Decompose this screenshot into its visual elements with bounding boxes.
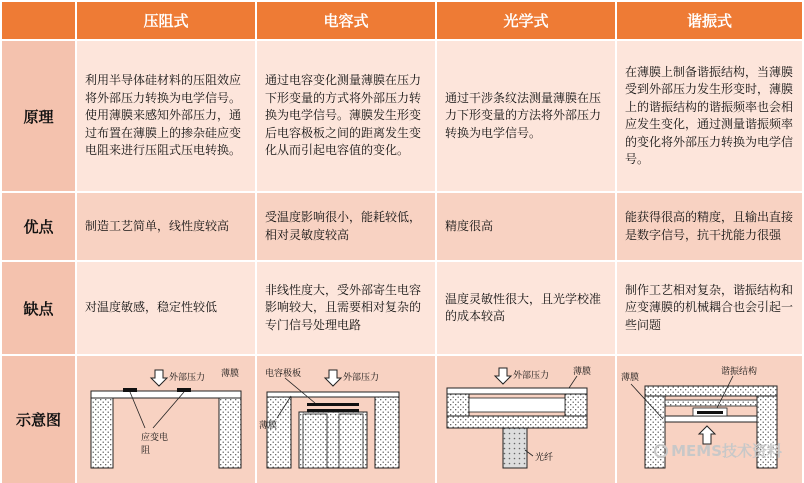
principle-piezo	[77, 41, 255, 191]
advantage-capacitive	[257, 193, 435, 260]
resonant-membrane-label: 薄膜	[621, 373, 640, 383]
optical-diagram-svg	[437, 356, 615, 483]
down-arrow-icon	[325, 370, 341, 386]
watermark-text: MEMS技术资料	[671, 442, 782, 460]
principle-capacitive	[257, 41, 435, 191]
optical-membrane-label: 薄膜	[573, 367, 592, 377]
row-label-advantages: 优点	[2, 193, 75, 260]
capacitive-membrane-label: 薄膜	[259, 421, 278, 431]
disadvantage-optical	[437, 262, 615, 354]
piezo-resistor-label-1: 应变电	[141, 433, 169, 443]
optical-fiber-label: 光纤	[535, 453, 554, 463]
row-label-disadvantages: 缺点	[2, 262, 75, 354]
disadvantage-capacitive-text: 非线性度大，受外部寄生电容影响较大，且需要相对复杂的专门信号处理电路	[265, 282, 422, 332]
principle-resonant-text: 在薄膜上制备谐振结构，当薄膜受到外部压力发生形变时，薄膜上的谐振结构的谐振频率也会相应发生变化，通过测量谐振频率的变化将外部压力转换为电学信号。	[625, 64, 794, 166]
header-optical: 光学式	[437, 2, 615, 39]
watermark	[654, 440, 782, 461]
piezo-membrane-label: 薄膜	[221, 369, 240, 379]
principle-capacitive-text: 通过电容变化测量薄膜在压力下形变量的方式将外部压力转换为电学信号。薄膜发生形变后电容极板之间的距离发生变化从而引起电容值的变化。	[265, 73, 422, 158]
advantage-optical	[437, 193, 615, 260]
capacitive-plate-label: 电容极板	[265, 369, 302, 379]
resonant-structure-label: 谐振结构	[721, 367, 758, 377]
piezo-resistor-label-2: 阻	[141, 446, 151, 456]
disadvantage-resonant	[617, 262, 802, 354]
header-corner	[2, 2, 75, 39]
advantage-piezo-text: 制造工艺简单，线性度较高	[85, 218, 230, 233]
diagram-piezo	[77, 356, 255, 483]
down-arrow-icon	[151, 370, 167, 386]
advantage-capacitive-text: 受温度影响很小，能耗较低，相对灵敏度较高	[265, 210, 422, 242]
down-arrow-icon	[495, 368, 511, 384]
capacitor-plate-bottom	[307, 409, 359, 412]
disadvantage-optical-text: 温度灵敏性很大，且光学校准的成本较高	[445, 291, 602, 323]
principle-resonant	[617, 41, 802, 191]
header-piezoresistive: 压阻式	[77, 2, 255, 39]
capacitor-plate-top	[307, 403, 359, 406]
diagram-resonant	[617, 356, 802, 483]
header-capacitive: 电容式	[257, 2, 435, 39]
advantage-optical-text: 精度很高	[445, 218, 494, 233]
piezo-pressure-label: 外部压力	[169, 373, 206, 383]
wechat-logo-icon	[654, 444, 668, 458]
advantage-resonant	[617, 193, 802, 260]
strain-resistor-left	[123, 388, 137, 392]
principle-optical-text: 通过干涉条纹法测量薄膜在压力下形变量的方法将外部压力转换为电学信号。	[445, 90, 602, 140]
disadvantage-capacitive	[257, 262, 435, 354]
capacitive-diagram-svg	[257, 356, 435, 483]
row-label-principle: 原理	[2, 41, 75, 191]
disadvantage-piezo-text: 对温度敏感，稳定性较低	[85, 300, 218, 315]
row-label-diagram: 示意图	[2, 356, 75, 483]
principle-optical	[437, 41, 615, 191]
diagram-capacitive	[257, 356, 435, 483]
strain-resistor-right	[177, 388, 191, 392]
disadvantage-piezo	[77, 262, 255, 354]
advantage-resonant-text: 能获得很高的精度，且输出直接是数字信号，抗干扰能力很强	[625, 210, 794, 242]
disadvantage-resonant-text: 制作工艺相对复杂，谐振结构和应变薄膜的机械耦合也会引起一些问题	[625, 282, 794, 332]
optical-fiber	[503, 428, 527, 468]
header-resonant: 谐振式	[617, 2, 802, 39]
optical-pressure-label: 外部压力	[513, 371, 550, 381]
diagram-optical	[437, 356, 615, 483]
advantage-piezo	[77, 193, 255, 260]
capacitive-pressure-label: 外部压力	[343, 373, 380, 383]
comparison-table	[2, 2, 802, 481]
principle-piezo-text: 利用半导体硅材料的压阻效应将外部压力转换为电学信号。使用薄膜来感知外部压力，通过布置在薄膜上的掺杂硅应变电阻来进行压阻式压电转换。	[85, 73, 242, 158]
piezo-diagram-svg	[77, 356, 255, 483]
resonant-diagram-svg	[617, 356, 802, 483]
